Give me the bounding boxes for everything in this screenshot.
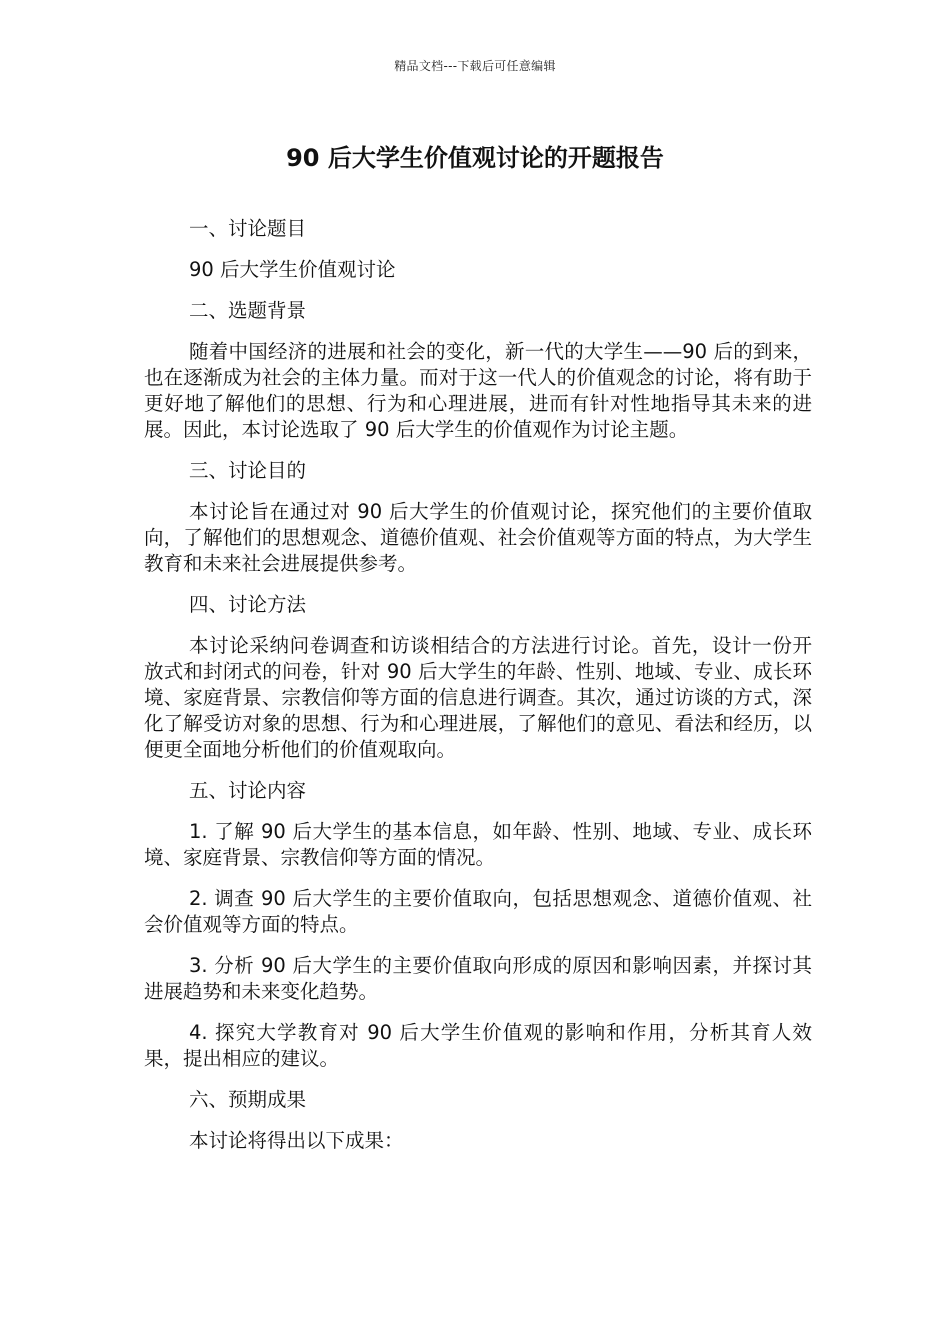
list-item-content-1: 1. 了解 90 后大学生的基本信息，如年龄、性别、地域、专业、成长环境、家庭背景、宗教信仰等方面的情况。 [144, 820, 812, 869]
paragraph-topic: 90 后大学生价值观讨论 [189, 258, 396, 281]
paragraph-purpose: 本讨论旨在通过对 90 后大学生的价值观讨论，探究他们的主要价值取向，了解他们的思想观念、道德价值观、社会价值观等方面的特点，为大学生教育和未来社会进展提供参考。 [144, 500, 812, 575]
list-item-content-4: 4. 探究大学教育对 90 后大学生价值观的影响和作用，分析其育人效果，提出相应的建议。 [144, 1021, 812, 1070]
document-title: 90 后大学生价值观讨论的开题报告 [286, 144, 664, 172]
paragraph-outcomes: 本讨论将得出以下成果： [189, 1129, 404, 1152]
list-item-content-2: 2. 调查 90 后大学生的主要价值取向，包括思想观念、道德价值观、社会价值观等方面的特点。 [144, 887, 812, 936]
document-body [144, 216, 812, 1154]
section-heading-method: 四、讨论方法 [189, 593, 307, 616]
header-note: 精品文档---下载后可任意编辑 [394, 59, 556, 73]
section-heading-outcomes: 六、预期成果 [189, 1088, 307, 1111]
paragraph-background: 随着中国经济的进展和社会的变化，新一代的大学生——90 后的到来，也在逐渐成为社会的主体力量。而对于这一代人的价值观念的讨论，将有助于更好地了解他们的思想、行为和心理进展，进而有针对性地指导其未来的进展。因此，本讨论选取了 90 后大学生的价值观作为讨论主题。 [144, 340, 812, 441]
paragraph-method: 本讨论采纳问卷调查和访谈相结合的方法进行讨论。首先，设计一份开放式和封闭式的问卷，针对 90 后大学生的年龄、性别、地域、专业、成长环境、家庭背景、宗教信仰等方面的信息进行调查。其次，通过访谈的方式，深化了解受访对象的思想、行为和心理进展，了解他们的意见、看法和经历，以便更全面地分析他们的价值观取向。 [144, 634, 812, 761]
list-item-content-3: 3. 分析 90 后大学生的主要价值取向形成的原因和影响因素，并探讨其进展趋势和未来变化趋势。 [144, 954, 812, 1003]
section-heading-purpose: 三、讨论目的 [189, 459, 307, 482]
section-heading-topic: 一、讨论题目 [189, 217, 307, 240]
section-heading-content: 五、讨论内容 [189, 779, 307, 802]
section-heading-background: 二、选题背景 [189, 299, 307, 322]
